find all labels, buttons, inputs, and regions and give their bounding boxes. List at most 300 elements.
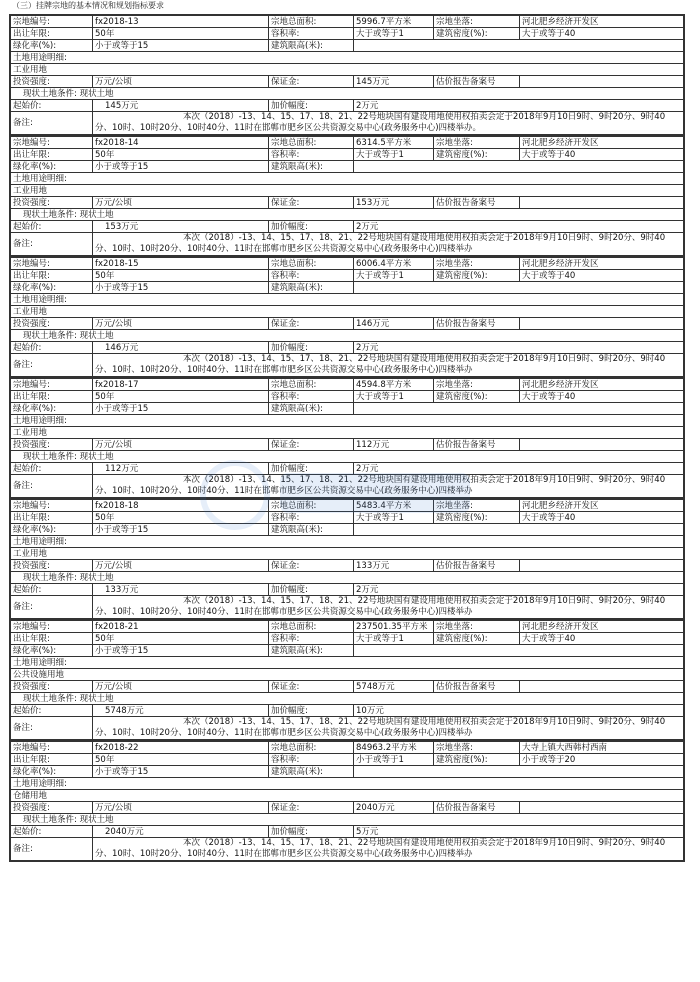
row-investment <box>11 560 684 572</box>
parcel-code: fx2018-18 <box>93 500 269 512</box>
condition-label: 现状土地条件: <box>23 814 77 825</box>
row-use <box>11 548 684 560</box>
parcel-deposit: 112万元 <box>354 439 434 451</box>
appraisal-label: 估价报告备案号 <box>434 560 520 572</box>
parcel-far: 大于或等于1 <box>354 512 434 524</box>
far-label: 容积率: <box>269 28 354 40</box>
note-label: 备注: <box>11 112 93 135</box>
parcel-height <box>354 40 684 52</box>
parcel-term: 50年 <box>93 512 269 524</box>
appraisal-label: 估价报告备案号 <box>434 439 520 451</box>
parcel-use: 工业用地 <box>11 548 684 560</box>
increment-label: 加价幅度: <box>269 463 354 475</box>
density-label: 建筑密度(%): <box>434 28 520 40</box>
row-note <box>11 838 684 861</box>
parcel-condition: 现状土地 <box>79 572 114 583</box>
parcel-area: 5996.7平方米 <box>354 16 434 28</box>
use-detail-label: 土地用途明细: <box>11 52 684 64</box>
parcel-increment: 10万元 <box>354 705 684 717</box>
note-label: 备注: <box>11 717 93 740</box>
parcel-note: 本次（2018）-13、14、15、17、18、21、22号地块国有建设用地使用权拍卖会定于2018年9月10日9时、9时20分、9时40分、10时、10时20分、10时40分、11时在邯郸市肥乡区公共资源交易中心(政务服务中心)四楼举办 <box>93 354 684 377</box>
parcel-list <box>0 14 700 862</box>
parcel-block <box>9 135 685 257</box>
condition-cell <box>11 451 684 463</box>
parcel-density: 大于或等于40 <box>520 149 684 161</box>
parcel-term: 50年 <box>93 754 269 766</box>
parcel-term: 50年 <box>93 633 269 645</box>
note-label: 备注: <box>11 596 93 619</box>
location-label: 宗地坐落: <box>434 742 520 754</box>
parcel-location: 大寺上镇大西韩村西南 <box>520 742 684 754</box>
parcel-block <box>9 740 685 862</box>
density-label: 建筑密度(%): <box>434 149 520 161</box>
row-condition <box>11 572 684 584</box>
code-label: 宗地编号: <box>11 16 93 28</box>
green-label: 绿化率(%): <box>11 161 93 173</box>
code-label: 宗地编号: <box>11 621 93 633</box>
green-label: 绿化率(%): <box>11 403 93 415</box>
row-note <box>11 354 684 377</box>
parcel-start-price: 133万元 <box>93 584 269 596</box>
deposit-label: 保证金: <box>269 681 354 693</box>
green-label: 绿化率(%): <box>11 645 93 657</box>
far-label: 容积率: <box>269 754 354 766</box>
start-price-label: 起始价: <box>11 705 93 717</box>
investment-label: 投资强度: <box>11 318 93 330</box>
row-use <box>11 306 684 318</box>
row-term <box>11 512 684 524</box>
area-label: 宗地总面积: <box>269 258 354 270</box>
height-label: 建筑限高(米): <box>269 40 354 52</box>
parcel-condition: 现状土地 <box>79 88 114 99</box>
row-condition <box>11 693 684 705</box>
row-code <box>11 16 684 28</box>
parcel-density: 大于或等于40 <box>520 633 684 645</box>
density-label: 建筑密度(%): <box>434 512 520 524</box>
parcel-note: 本次（2018）-13、14、15、17、18、21、22号地块国有建设用地使用权拍卖会定于2018年9月10日9时、9时20分、9时40分、10时、10时20分、10时40分、11时在邯郸市肥乡区公共资源交易中心(政务服务中心)四楼举办 <box>93 475 684 498</box>
row-investment <box>11 318 684 330</box>
parcel-density: 小于或等于20 <box>520 754 684 766</box>
height-label: 建筑限高(米): <box>269 403 354 415</box>
parcel-code: fx2018-22 <box>93 742 269 754</box>
increment-label: 加价幅度: <box>269 705 354 717</box>
row-use-label <box>11 536 684 548</box>
code-label: 宗地编号: <box>11 379 93 391</box>
parcel-investment: 万元/公顷 <box>93 76 269 88</box>
condition-label: 现状土地条件: <box>23 209 77 220</box>
far-label: 容积率: <box>269 633 354 645</box>
investment-label: 投资强度: <box>11 560 93 572</box>
green-label: 绿化率(%): <box>11 766 93 778</box>
row-condition <box>11 451 684 463</box>
parcel-height <box>354 766 684 778</box>
row-price <box>11 100 684 112</box>
far-label: 容积率: <box>269 149 354 161</box>
deposit-label: 保证金: <box>269 76 354 88</box>
height-label: 建筑限高(米): <box>269 282 354 294</box>
parcel-increment: 2万元 <box>354 342 684 354</box>
start-price-label: 起始价: <box>11 100 93 112</box>
parcel-green: 小于或等于15 <box>93 766 269 778</box>
height-label: 建筑限高(米): <box>269 524 354 536</box>
parcel-investment: 万元/公顷 <box>93 318 269 330</box>
parcel-density: 大于或等于40 <box>520 512 684 524</box>
density-label: 建筑密度(%): <box>434 270 520 282</box>
parcel-location: 河北肥乡经济开发区 <box>520 500 684 512</box>
row-use-label <box>11 657 684 669</box>
parcel-location: 河北肥乡经济开发区 <box>520 137 684 149</box>
row-investment <box>11 681 684 693</box>
parcel-area: 84963.2平方米 <box>354 742 434 754</box>
location-label: 宗地坐落: <box>434 621 520 633</box>
parcel-green: 小于或等于15 <box>93 524 269 536</box>
parcel-block <box>9 498 685 620</box>
location-label: 宗地坐落: <box>434 137 520 149</box>
use-detail-label: 土地用途明细: <box>11 536 684 548</box>
parcel-start-price: 2040万元 <box>93 826 269 838</box>
parcel-height <box>354 403 684 415</box>
area-label: 宗地总面积: <box>269 137 354 149</box>
row-price <box>11 584 684 596</box>
area-label: 宗地总面积: <box>269 379 354 391</box>
row-use <box>11 669 684 681</box>
parcel-far: 大于或等于1 <box>354 149 434 161</box>
parcel-appraisal <box>520 681 684 693</box>
term-label: 出让年限: <box>11 391 93 403</box>
row-note <box>11 596 684 619</box>
area-label: 宗地总面积: <box>269 16 354 28</box>
parcel-increment: 2万元 <box>354 221 684 233</box>
row-use-label <box>11 173 684 185</box>
row-note <box>11 475 684 498</box>
parcel-block <box>9 619 685 741</box>
parcel-note: 本次（2018）-13、14、15、17、18、21、22号地块国有建设用地使用权拍卖会定于2018年9月10日9时、9时20分、9时40分、10时、10时20分、10时40分、11时在邯郸市肥乡区公共资源交易中心(政务服务中心)四楼举办。 <box>93 112 684 135</box>
parcel-appraisal <box>520 802 684 814</box>
code-label: 宗地编号: <box>11 258 93 270</box>
row-term <box>11 149 684 161</box>
parcel-density: 大于或等于40 <box>520 391 684 403</box>
note-label: 备注: <box>11 475 93 498</box>
parcel-term: 50年 <box>93 270 269 282</box>
density-label: 建筑密度(%): <box>434 391 520 403</box>
parcel-area: 237501.35平方米 <box>354 621 434 633</box>
parcel-code: fx2018-15 <box>93 258 269 270</box>
parcel-location: 河北肥乡经济开发区 <box>520 621 684 633</box>
parcel-area: 6006.4平方米 <box>354 258 434 270</box>
row-condition <box>11 209 684 221</box>
row-price <box>11 705 684 717</box>
row-condition <box>11 330 684 342</box>
location-label: 宗地坐落: <box>434 500 520 512</box>
start-price-label: 起始价: <box>11 584 93 596</box>
condition-cell <box>11 88 684 100</box>
appraisal-label: 估价报告备案号 <box>434 318 520 330</box>
parcel-deposit: 146万元 <box>354 318 434 330</box>
density-label: 建筑密度(%): <box>434 633 520 645</box>
row-code <box>11 137 684 149</box>
term-label: 出让年限: <box>11 512 93 524</box>
density-label: 建筑密度(%): <box>434 754 520 766</box>
parcel-note: 本次（2018）-13、14、15、17、18、21、22号地块国有建设用地使用权拍卖会定于2018年9月10日9时、9时20分、9时40分、10时、10时20分、10时40分、11时在邯郸市肥乡区公共资源交易中心(政务服务中心)四楼举办 <box>93 233 684 256</box>
parcel-condition: 现状土地 <box>79 330 114 341</box>
parcel-far: 大于或等于1 <box>354 28 434 40</box>
use-detail-label: 土地用途明细: <box>11 173 684 185</box>
investment-label: 投资强度: <box>11 76 93 88</box>
row-green <box>11 161 684 173</box>
parcel-height <box>354 645 684 657</box>
parcel-block <box>9 377 685 499</box>
parcel-appraisal <box>520 76 684 88</box>
start-price-label: 起始价: <box>11 221 93 233</box>
row-code <box>11 500 684 512</box>
deposit-label: 保证金: <box>269 197 354 209</box>
term-label: 出让年限: <box>11 633 93 645</box>
parcel-height <box>354 161 684 173</box>
parcel-location: 河北肥乡经济开发区 <box>520 16 684 28</box>
row-green <box>11 40 684 52</box>
parcel-appraisal <box>520 318 684 330</box>
parcel-start-price: 5748万元 <box>93 705 269 717</box>
note-label: 备注: <box>11 233 93 256</box>
row-green <box>11 403 684 415</box>
term-label: 出让年限: <box>11 149 93 161</box>
row-investment <box>11 197 684 209</box>
term-label: 出让年限: <box>11 28 93 40</box>
height-label: 建筑限高(米): <box>269 645 354 657</box>
area-label: 宗地总面积: <box>269 742 354 754</box>
condition-cell <box>11 572 684 584</box>
parcel-far: 大于或等于1 <box>354 270 434 282</box>
code-label: 宗地编号: <box>11 500 93 512</box>
row-price <box>11 342 684 354</box>
row-use <box>11 427 684 439</box>
parcel-condition: 现状土地 <box>79 693 114 704</box>
row-term <box>11 28 684 40</box>
row-term <box>11 391 684 403</box>
code-label: 宗地编号: <box>11 742 93 754</box>
use-detail-label: 土地用途明细: <box>11 294 684 306</box>
parcel-use: 工业用地 <box>11 64 684 76</box>
row-note <box>11 233 684 256</box>
parcel-height <box>354 524 684 536</box>
parcel-location: 河北肥乡经济开发区 <box>520 258 684 270</box>
parcel-deposit: 2040万元 <box>354 802 434 814</box>
parcel-investment: 万元/公顷 <box>93 197 269 209</box>
location-label: 宗地坐落: <box>434 16 520 28</box>
parcel-deposit: 145万元 <box>354 76 434 88</box>
investment-label: 投资强度: <box>11 439 93 451</box>
parcel-term: 50年 <box>93 28 269 40</box>
green-label: 绿化率(%): <box>11 40 93 52</box>
parcel-condition: 现状土地 <box>79 451 114 462</box>
increment-label: 加价幅度: <box>269 221 354 233</box>
row-green <box>11 282 684 294</box>
use-detail-label: 土地用途明细: <box>11 415 684 427</box>
parcel-green: 小于或等于15 <box>93 40 269 52</box>
term-label: 出让年限: <box>11 270 93 282</box>
condition-cell <box>11 693 684 705</box>
row-condition <box>11 814 684 826</box>
parcel-increment: 2万元 <box>354 584 684 596</box>
parcel-use: 公共设施用地 <box>11 669 684 681</box>
row-price <box>11 221 684 233</box>
parcel-code: fx2018-14 <box>93 137 269 149</box>
use-detail-label: 土地用途明细: <box>11 778 684 790</box>
condition-label: 现状土地条件: <box>23 693 77 704</box>
parcel-far: 大于或等于1 <box>354 633 434 645</box>
note-label: 备注: <box>11 838 93 861</box>
row-code <box>11 258 684 270</box>
parcel-increment: 2万元 <box>354 100 684 112</box>
parcel-far: 小于或等于1 <box>354 754 434 766</box>
row-use-label <box>11 294 684 306</box>
parcel-appraisal <box>520 439 684 451</box>
note-label: 备注: <box>11 354 93 377</box>
parcel-code: fx2018-17 <box>93 379 269 391</box>
row-use <box>11 185 684 197</box>
condition-label: 现状土地条件: <box>23 88 77 99</box>
start-price-label: 起始价: <box>11 826 93 838</box>
condition-cell <box>11 209 684 221</box>
parcel-deposit: 5748万元 <box>354 681 434 693</box>
green-label: 绿化率(%): <box>11 524 93 536</box>
parcel-code: fx2018-13 <box>93 16 269 28</box>
parcel-green: 小于或等于15 <box>93 645 269 657</box>
parcel-condition: 现状土地 <box>79 209 114 220</box>
parcel-use: 工业用地 <box>11 427 684 439</box>
parcel-far: 大于或等于1 <box>354 391 434 403</box>
condition-cell <box>11 330 684 342</box>
code-label: 宗地编号: <box>11 137 93 149</box>
green-label: 绿化率(%): <box>11 282 93 294</box>
row-use-label <box>11 52 684 64</box>
parcel-location: 河北肥乡经济开发区 <box>520 379 684 391</box>
row-note <box>11 112 684 135</box>
appraisal-label: 估价报告备案号 <box>434 76 520 88</box>
parcel-investment: 万元/公顷 <box>93 681 269 693</box>
parcel-code: fx2018-21 <box>93 621 269 633</box>
appraisal-label: 估价报告备案号 <box>434 197 520 209</box>
row-investment <box>11 802 684 814</box>
row-use <box>11 790 684 802</box>
parcel-start-price: 112万元 <box>93 463 269 475</box>
parcel-area: 4594.8平方米 <box>354 379 434 391</box>
far-label: 容积率: <box>269 512 354 524</box>
condition-label: 现状土地条件: <box>23 330 77 341</box>
parcel-deposit: 153万元 <box>354 197 434 209</box>
parcel-use: 工业用地 <box>11 185 684 197</box>
row-code <box>11 742 684 754</box>
increment-label: 加价幅度: <box>269 826 354 838</box>
parcel-green: 小于或等于15 <box>93 282 269 294</box>
location-label: 宗地坐落: <box>434 379 520 391</box>
height-label: 建筑限高(米): <box>269 766 354 778</box>
investment-label: 投资强度: <box>11 802 93 814</box>
parcel-investment: 万元/公顷 <box>93 802 269 814</box>
row-term <box>11 754 684 766</box>
parcel-height <box>354 282 684 294</box>
area-label: 宗地总面积: <box>269 621 354 633</box>
deposit-label: 保证金: <box>269 560 354 572</box>
row-use-label <box>11 415 684 427</box>
investment-label: 投资强度: <box>11 681 93 693</box>
parcel-condition: 现状土地 <box>79 814 114 825</box>
deposit-label: 保证金: <box>269 802 354 814</box>
parcel-area: 5483.4平方米 <box>354 500 434 512</box>
parcel-green: 小于或等于15 <box>93 403 269 415</box>
parcel-use: 仓储用地 <box>11 790 684 802</box>
parcel-investment: 万元/公顷 <box>93 439 269 451</box>
row-green <box>11 766 684 778</box>
deposit-label: 保证金: <box>269 439 354 451</box>
row-green <box>11 645 684 657</box>
parcel-start-price: 145万元 <box>93 100 269 112</box>
location-label: 宗地坐落: <box>434 258 520 270</box>
parcel-green: 小于或等于15 <box>93 161 269 173</box>
parcel-use: 工业用地 <box>11 306 684 318</box>
height-label: 建筑限高(米): <box>269 161 354 173</box>
parcel-block <box>9 256 685 378</box>
condition-cell <box>11 814 684 826</box>
parcel-appraisal <box>520 197 684 209</box>
parcel-start-price: 153万元 <box>93 221 269 233</box>
increment-label: 加价幅度: <box>269 100 354 112</box>
increment-label: 加价幅度: <box>269 342 354 354</box>
parcel-note: 本次（2018）-13、14、15、17、18、21、22号地块国有建设用地使用权拍卖会定于2018年9月10日9时、9时20分、9时40分、10时、10时20分、10时40分、11时在邯郸市肥乡区公共资源交易中心(政务服务中心)四楼举办 <box>93 838 684 861</box>
row-term <box>11 270 684 282</box>
area-label: 宗地总面积: <box>269 500 354 512</box>
deposit-label: 保证金: <box>269 318 354 330</box>
row-use-label <box>11 778 684 790</box>
parcel-note: 本次（2018）-13、14、15、17、18、21、22号地块国有建设用地使用权拍卖会定于2018年9月10日9时、9时20分、9时40分、10时、10时20分、10时40分、11时在邯郸市肥乡区公共资源交易中心(政务服务中心)四楼举办 <box>93 596 684 619</box>
condition-label: 现状土地条件: <box>23 451 77 462</box>
use-detail-label: 土地用途明细: <box>11 657 684 669</box>
parcel-increment: 2万元 <box>354 463 684 475</box>
parcel-start-price: 146万元 <box>93 342 269 354</box>
row-term <box>11 633 684 645</box>
row-investment <box>11 76 684 88</box>
appraisal-label: 估价报告备案号 <box>434 681 520 693</box>
row-green <box>11 524 684 536</box>
row-code <box>11 621 684 633</box>
section-header: （三）挂牌宗地的基本情况和规划指标要求 <box>12 1 164 10</box>
parcel-block <box>9 14 685 136</box>
parcel-term: 50年 <box>93 391 269 403</box>
parcel-deposit: 133万元 <box>354 560 434 572</box>
start-price-label: 起始价: <box>11 463 93 475</box>
row-use <box>11 64 684 76</box>
parcel-increment: 5万元 <box>354 826 684 838</box>
row-investment <box>11 439 684 451</box>
appraisal-label: 估价报告备案号 <box>434 802 520 814</box>
row-condition <box>11 88 684 100</box>
parcel-density: 大于或等于40 <box>520 28 684 40</box>
far-label: 容积率: <box>269 391 354 403</box>
start-price-label: 起始价: <box>11 342 93 354</box>
far-label: 容积率: <box>269 270 354 282</box>
row-note <box>11 717 684 740</box>
parcel-density: 大于或等于40 <box>520 270 684 282</box>
row-price <box>11 826 684 838</box>
condition-label: 现状土地条件: <box>23 572 77 583</box>
parcel-appraisal <box>520 560 684 572</box>
row-code <box>11 379 684 391</box>
parcel-note: 本次（2018）-13、14、15、17、18、21、22号地块国有建设用地使用权拍卖会定于2018年9月10日9时、9时20分、9时40分、10时、10时20分、10时40分、11时在邯郸市肥乡区公共资源交易中心(政务服务中心)四楼举办 <box>93 717 684 740</box>
row-price <box>11 463 684 475</box>
investment-label: 投资强度: <box>11 197 93 209</box>
parcel-term: 50年 <box>93 149 269 161</box>
parcel-area: 6314.5平方米 <box>354 137 434 149</box>
